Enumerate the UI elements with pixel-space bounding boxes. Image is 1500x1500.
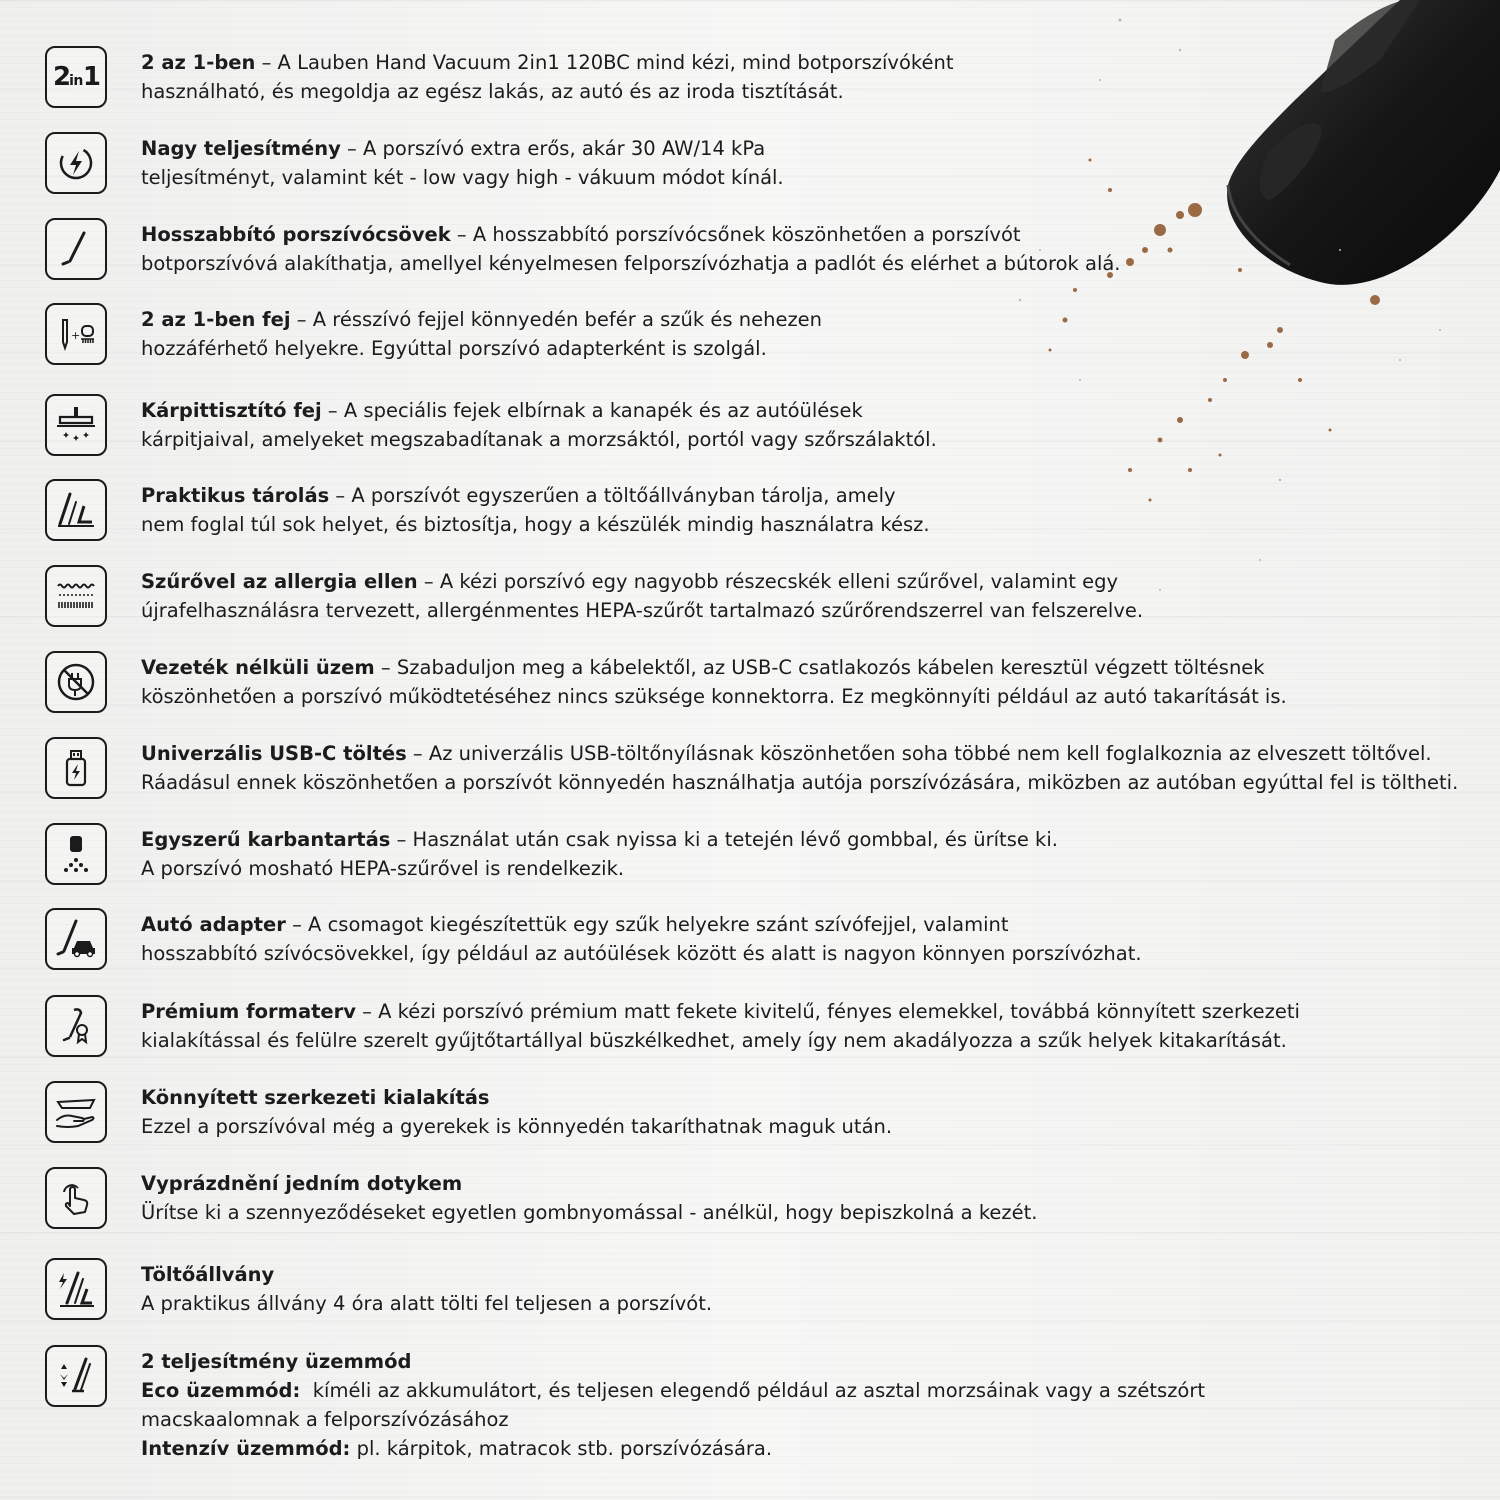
feature-text	[141, 1260, 1491, 1318]
intense-mode-label: Intenzív üzemmód:	[141, 1437, 351, 1460]
feature-title: Vezeték nélküli üzem	[141, 656, 375, 679]
feature-2in1-head	[45, 303, 1490, 383]
feature-title: Univerzális USB-C töltés	[141, 742, 407, 765]
feature-title: 2 teljesítmény üzemmód	[141, 1350, 412, 1373]
feature-desc: A Lauben Hand Vacuum 2in1 120BC mind kézi, mind botporszívóként	[277, 51, 954, 74]
feature-desc: hozzáférhető helyekre. Egyúttal porszívó adapterként is szolgál.	[141, 337, 767, 360]
feature-title: Hosszabbító porszívócsövek	[141, 223, 451, 246]
feature-text: Nagy teljesítmény – A porszívó extra erős, akár 30 AW/14 kPa teljesítményt, valamint két - low vagy high - vákuum módot kínál.	[141, 134, 1491, 192]
feature-2in1	[45, 46, 1490, 126]
feature-text: Kárpittisztító fej – A speciális fejek elbírnak a kanapék és az autóülések kárpitjaival, amelyeket megszabadítanak a morzsáktól, portól vagy szőrszálaktól.	[141, 396, 1491, 454]
feature-desc: Az univerzális USB-töltőnyílásnak köszönhetően soha többé nem kell foglalkoznia az elveszett töltővel.	[428, 742, 1432, 765]
feature-desc: A résszívó fejjel könnyedén befér a szűk és nehezen	[312, 308, 823, 331]
feature-text	[141, 1083, 1491, 1141]
feature-upholstery-head	[45, 394, 1490, 474]
eco-mode-text-2: macskaalomnak a felporszívózásához	[141, 1408, 509, 1431]
feature-desc: A porszívó mosható HEPA-szűrővel is rendelkezik.	[141, 857, 625, 880]
feature-title: Praktikus tárolás	[141, 484, 330, 507]
feature-desc: A praktikus állvány 4 óra alatt tölti fel teljesen a porszívót.	[141, 1292, 713, 1315]
feature-storage	[45, 479, 1490, 559]
feature-title: 2 az 1-ben fej	[141, 308, 291, 331]
feature-title: 2 az 1-ben	[141, 51, 256, 74]
filter-icon	[45, 565, 107, 627]
feature-desc: teljesítményt, valamint két - low vagy high - vákuum módot kínál.	[141, 166, 784, 189]
feature-desc: A csomagot kiegészítettük egy szűk helyekre szánt szívófejjel, valamint	[308, 913, 1009, 936]
feature-title: Töltőállvány	[141, 1263, 275, 1286]
feature-title: Nagy teljesítmény	[141, 137, 341, 160]
feature-extension-tube	[45, 218, 1490, 298]
feature-desc: kárpitjaival, amelyeket megszabadítanak a morzsáktól, portól vagy szőrszálaktól.	[141, 428, 937, 451]
feature-charging-stand	[45, 1258, 1490, 1338]
feature-desc: A porszívó extra erős, akár 30 AW/14 kPa	[362, 137, 766, 160]
eco-mode-text: kíméli az akkumulátort, és teljesen elegendő például az asztal morzsáinak vagy a szétszórt	[312, 1379, 1206, 1402]
feature-text: Szűrővel az allergia ellen – A kézi porszívó egy nagyobb részecskék elleni szűrővel, valamint egy újrafelhasználásra tervezett, allergénmentes HEPA-szűrőt tartalmazó szűrőrendszerrel van felszerelve.	[141, 567, 1491, 625]
feature-desc: Használat után csak nyissa ki a tetején lévő gombbal, és ürítse ki.	[412, 828, 1058, 851]
feature-desc: hosszabbító szívócsövekkel, így például az autóülések között és alatt is nagyon könnyen porszívózhat.	[141, 942, 1142, 965]
feature-premium-design	[45, 995, 1490, 1075]
charging-stand-icon	[45, 1258, 107, 1320]
easy-empty-icon	[45, 823, 107, 885]
feature-desc: A kézi porszívó prémium matt fekete kivitelű, fényes elemekkel, továbbá könnyített szerkezeti	[378, 1000, 1300, 1023]
feature-title: Egyszerű karbantartás	[141, 828, 391, 851]
extension-tube-icon	[45, 218, 107, 280]
feature-text: Egyszerű karbantartás – Használat után csak nyissa ki a tetején lévő gombbal, és ürítse ki. A porszívó mosható HEPA-szűrővel is rendelkezik.	[141, 825, 1491, 883]
feature-desc: Ürítse ki a szennyeződéseket egyetlen gombnyomással - anélkül, hogy bepiszkolná a kezét.	[141, 1201, 1038, 1224]
2in1-icon: 2in1	[45, 46, 107, 108]
feature-text: Autó adapter – A csomagot kiegészítettük egy szűk helyekre szánt szívófejjel, valamint hosszabbító szívócsövekkel, így például az autóülések között és alatt is nagyon könnyen porszívózhat.	[141, 910, 1491, 968]
feature-desc: kialakítással és felülre szerelt gyűjtőtartállyal büszkélkedhet, amely így nem akadályozza a szűk helyek kitakarítását.	[141, 1029, 1287, 1052]
feature-power-modes	[45, 1345, 1490, 1475]
feature-text: Prémium formaterv – A kézi porszívó prémium matt fekete kivitelű, fényes elemekkel, továbbá könnyített szerkezeti kialakítással és felülre szerelt gyűjtőtartállyal büszkélkedhet, amely így nem akadályozza a szűk helyek kitakarítását.	[141, 997, 1491, 1055]
feature-title: Autó adapter	[141, 913, 286, 936]
feature-title: Kárpittisztító fej	[141, 399, 322, 422]
feature-power	[45, 132, 1490, 212]
feature-title: Vyprázdnění jedním dotykem	[141, 1172, 463, 1195]
feature-title: Könnyített szerkezeti kialakítás	[141, 1086, 490, 1109]
feature-text: Praktikus tárolás – A porszívót egyszerűen a töltőállványban tárolja, amely nem foglal túl sok helyet, és biztosítja, hogy a készülék mindig használatra kész.	[141, 481, 1491, 539]
feature-desc: A kézi porszívó egy nagyobb részecskék elleni szűrővel, valamint egy	[439, 570, 1119, 593]
feature-text: 2 az 1-ben fej – A résszívó fejjel könnyedén befér a szűk és nehezen hozzáférhető helyekre. Egyúttal porszívó adapterként is szolgál.	[141, 305, 1491, 363]
feature-desc: Ráadásul ennek köszönhetően a porszívót könnyedén használhatja autója porszívózására, miközben az autóban egyúttal fel is töltheti.	[141, 771, 1459, 794]
feature-title: Prémium formaterv	[141, 1000, 356, 1023]
feature-usb-charging	[45, 737, 1490, 817]
feature-text	[141, 1169, 1491, 1227]
storage-stand-icon	[45, 479, 107, 541]
feature-text: 2 az 1-ben – A Lauben Hand Vacuum 2in1 120BC mind kézi, mind botporszívóként használható, és megoldja az egész lakás, az autó és az iroda tisztítását.	[141, 48, 1491, 106]
feature-desc: A speciális fejek elbírnak a kanapék és az autóülések	[343, 399, 863, 422]
feature-desc: A hosszabbító porszívócsőnek köszönhetően a porszívót	[472, 223, 1021, 246]
feature-desc: nem foglal túl sok helyet, és biztosítja, hogy a készülék mindig használatra kész.	[141, 513, 930, 536]
feature-lightweight	[45, 1081, 1490, 1161]
one-touch-icon	[45, 1167, 107, 1229]
power-modes-icon	[45, 1345, 107, 1407]
crevice-brush-head-icon	[45, 303, 107, 365]
feature-title: Szűrővel az allergia ellen	[141, 570, 418, 593]
intense-mode-text: pl. kárpitok, matracok stb. porszívózására.	[356, 1437, 773, 1460]
feature-desc: használható, és megoldja az egész lakás, az autó és az iroda tisztítását.	[141, 80, 844, 103]
feature-filter	[45, 565, 1490, 645]
feature-car-adapter	[45, 908, 1490, 988]
premium-design-icon	[45, 995, 107, 1057]
lightweight-hand-icon	[45, 1081, 107, 1143]
svg-text:+: +	[71, 329, 81, 342]
feature-desc: Ezzel a porszívóval még a gyerekek is könnyedén takaríthatnak maguk után.	[141, 1115, 893, 1138]
feature-one-touch	[45, 1167, 1490, 1247]
feature-text	[141, 1347, 1491, 1463]
feature-cordless	[45, 651, 1490, 731]
usb-charging-icon	[45, 737, 107, 799]
feature-text: Hosszabbító porszívócsövek – A hosszabbító porszívócsőnek köszönhetően a porszívót botporszívóvá alakíthatja, amellyel kényelmesen felporszívózhatja a padlót és elérhet a bútorok alá.	[141, 220, 1491, 278]
feature-desc: Szabaduljon meg a kábelektől, az USB-C csatlakozós kábelen keresztül végzett töltésnek	[396, 656, 1265, 679]
feature-desc: újrafelhasználásra tervezett, allergénmentes HEPA-szűrőt tartalmazó szűrőrendszerrel van felszerelve.	[141, 599, 1144, 622]
feature-desc: A porszívót egyszerűen a töltőállványban tárolja, amely	[351, 484, 896, 507]
car-adapter-icon	[45, 908, 107, 970]
feature-text: Vezeték nélküli üzem – Szabaduljon meg a kábelektől, az USB-C csatlakozós kábelen keresztül végzett töltésnek köszönhetően a porszívó működtetéséhez nincs szüksége konnektorra. Ez megkönnyíti például az autó takarítását is.	[141, 653, 1491, 711]
eco-mode-label: Eco üzemmód:	[141, 1379, 301, 1402]
feature-text: Univerzális USB-C töltés – Az univerzális USB-töltőnyílásnak köszönhetően soha többé nem kell foglalkoznia az elveszett töltővel. Ráadásul ennek köszönhetően a porszívót könnyedén használhatja autója porszívózására, miközben az autóban egyúttal fel is töltheti.	[141, 739, 1491, 797]
no-plug-icon	[45, 651, 107, 713]
feature-desc: botporszívóvá alakíthatja, amellyel kényelmesen felporszívózhatja a padlót és elérhet a bútorok alá.	[141, 252, 1121, 275]
upholstery-head-icon	[45, 394, 107, 456]
power-lightning-icon	[45, 132, 107, 194]
feature-maintenance	[45, 823, 1490, 903]
feature-desc: köszönhetően a porszívó működtetéséhez nincs szüksége konnektorra. Ez megkönnyíti például az autó takarítását is.	[141, 685, 1287, 708]
